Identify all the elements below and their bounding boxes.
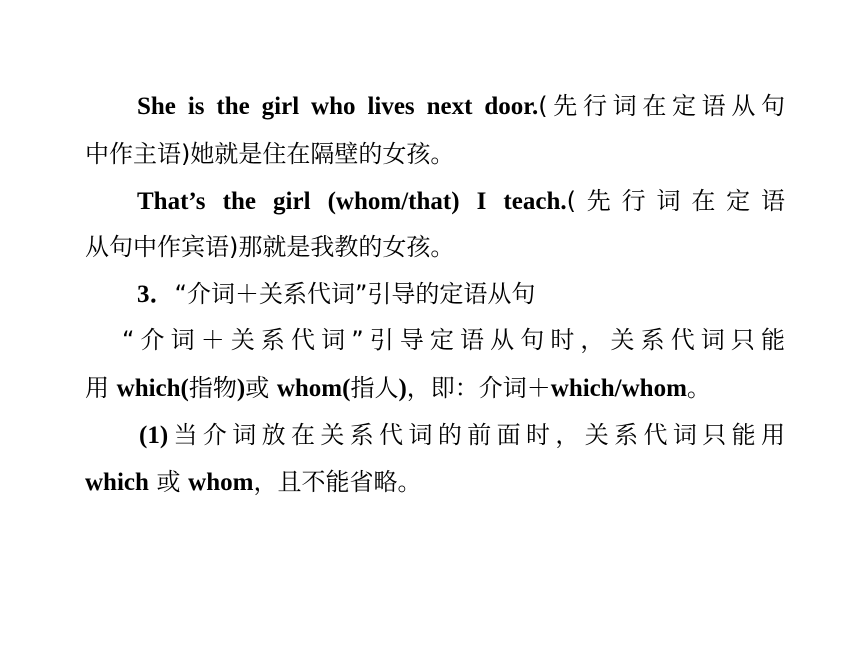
point-text-2b: ，且不能省略。 xyxy=(253,468,422,496)
paragraph4-line2 xyxy=(85,465,785,500)
point-text-1: 当介词放在关系代词的前面时，关系代词只能用 xyxy=(168,421,785,449)
paragraph3-line1 xyxy=(122,323,785,357)
example-translation-1: 中作主语)她就是住在隔壁的女孩。 xyxy=(85,140,455,168)
rule-text-2b: 指物 xyxy=(188,374,237,402)
example-translation-2: 从句中作宾语)那就是我教的女孩。 xyxy=(85,233,455,261)
paragraph2-line2 xyxy=(85,230,785,264)
paragraph1-line2 xyxy=(85,137,785,171)
point-term-which: which xyxy=(85,469,149,496)
point-number-1: (1) xyxy=(139,422,169,449)
rule-text-2f: 。 xyxy=(686,374,711,402)
paragraph3-line2 xyxy=(85,371,785,406)
point-term-whom: whom xyxy=(188,469,254,496)
example-sentence-2: That’s the girl (whom/that) I teach. xyxy=(137,188,567,215)
section-title: “介词＋关系代词”引导的定语从句 xyxy=(174,280,536,308)
rule-text-2e: ，即：介词＋ xyxy=(406,374,551,402)
rule-term-which-whom: which/whom xyxy=(550,375,687,402)
rule-text-2c: 或 xyxy=(245,374,277,402)
section-number: 3． xyxy=(137,281,175,308)
example-sentence-1: She is the girl who lives next door. xyxy=(137,93,539,120)
paragraph2-line1 xyxy=(137,184,785,219)
rule-term-which: which( xyxy=(116,375,189,402)
paragraph1-line1 xyxy=(137,89,785,124)
section-heading-3 xyxy=(137,277,785,312)
example-note-1: (先行词在定语从句 xyxy=(538,92,785,120)
rule-text-1: “介词＋关系代词”引导定语从句时，关系代词只能 xyxy=(122,326,785,354)
rule-text-2d: 指人 xyxy=(350,374,399,402)
paragraph4-line1 xyxy=(139,418,785,453)
rule-paren-2: ) xyxy=(398,375,407,402)
point-text-2a: 或 xyxy=(148,468,189,496)
example-note-2: (先行词在定语 xyxy=(566,187,785,215)
rule-text-2a: 用 xyxy=(85,374,117,402)
rule-paren-1: ) xyxy=(236,375,246,402)
rule-term-whom: whom( xyxy=(276,375,351,402)
